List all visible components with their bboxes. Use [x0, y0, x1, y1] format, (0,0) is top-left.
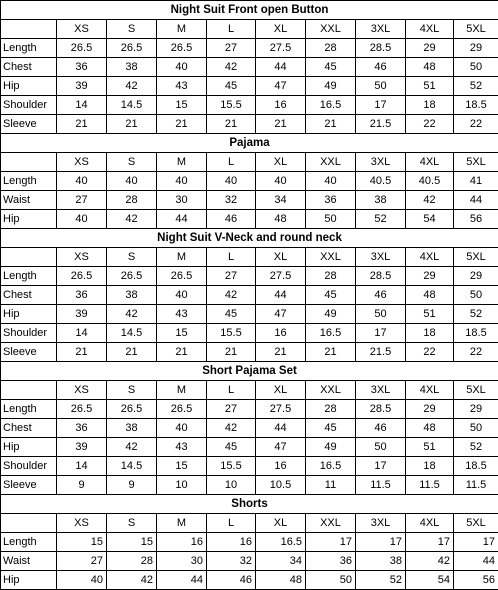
measurement-cell: 49 [306, 305, 356, 324]
section-3-size-header: M [157, 381, 207, 400]
measurement-cell: 16 [157, 533, 207, 552]
section-1-header-row [1, 153, 498, 172]
section-2-title: Night Suit V-Neck and round neck [1, 229, 498, 248]
measurement-cell: 43 [157, 77, 207, 96]
measurement-cell: 52 [356, 210, 406, 229]
measurement-cell: 15 [157, 96, 207, 115]
measurement-cell: 26.5 [57, 39, 107, 58]
measurement-cell: 44 [157, 571, 207, 590]
section-0-size-header: XXL [306, 20, 356, 39]
section-4-size-header: 4XL [406, 514, 454, 533]
measurement-cell: 18.5 [454, 324, 498, 343]
measurement-cell: 43 [157, 305, 207, 324]
measurement-cell: 56 [454, 571, 498, 590]
measurement-cell: 45 [306, 419, 356, 438]
measurement-cell: 16 [256, 457, 306, 476]
measurement-cell: 36 [57, 419, 107, 438]
section-1-title: Pajama [1, 134, 498, 153]
measurement-cell: 42 [207, 286, 256, 305]
section-2-header-row [1, 248, 498, 267]
measurement-cell: 28.5 [356, 267, 406, 286]
measurement-cell: 21 [256, 343, 306, 362]
section-3-header-row [1, 381, 498, 400]
measurement-cell: 42 [406, 552, 454, 571]
measurement-cell: 38 [356, 552, 406, 571]
table-row [1, 476, 498, 495]
measurement-cell: 17 [356, 457, 406, 476]
measurement-cell: 28 [107, 552, 157, 571]
measurement-cell: 44 [256, 286, 306, 305]
measurement-cell: 51 [406, 438, 454, 457]
measurement-cell: 38 [107, 58, 157, 77]
measurement-cell: 38 [107, 419, 157, 438]
measurement-cell: 14 [57, 96, 107, 115]
measurement-cell: 28 [107, 191, 157, 210]
measurement-cell: 16 [256, 96, 306, 115]
measurement-cell: 40.5 [406, 172, 454, 191]
table-row [1, 419, 498, 438]
measurement-cell: 15 [157, 457, 207, 476]
measurement-cell: 44 [454, 191, 498, 210]
measurement-cell: 34 [256, 191, 306, 210]
section-1-size-header: XXL [306, 153, 356, 172]
measurement-cell: 18.5 [454, 457, 498, 476]
table-row [1, 172, 498, 191]
section-0-size-header: S [107, 20, 157, 39]
row-label: Chest [1, 286, 57, 305]
measurement-cell: 40 [157, 419, 207, 438]
section-4-size-header: L [207, 514, 256, 533]
measurement-cell: 39 [57, 438, 107, 457]
measurement-cell: 15.5 [207, 457, 256, 476]
section-2-size-header: XL [256, 248, 306, 267]
section-1-size-header: S [107, 153, 157, 172]
row-label: Length [1, 400, 57, 419]
table-row [1, 324, 498, 343]
section-4-size-header: XS [57, 514, 107, 533]
measurement-cell: 15 [107, 533, 157, 552]
measurement-cell: 28 [306, 39, 356, 58]
measurement-cell: 47 [256, 305, 306, 324]
measurement-cell: 26.5 [107, 39, 157, 58]
measurement-cell: 44 [256, 58, 306, 77]
measurement-cell: 48 [406, 58, 454, 77]
measurement-cell: 40 [157, 286, 207, 305]
measurement-cell: 45 [207, 77, 256, 96]
measurement-cell: 46 [356, 58, 406, 77]
table-row [1, 96, 498, 115]
row-label: Sleeve [1, 115, 57, 134]
section-4-size-header: XXL [306, 514, 356, 533]
measurement-cell: 40 [57, 571, 107, 590]
measurement-cell: 29 [454, 267, 498, 286]
measurement-cell: 28 [306, 267, 356, 286]
measurement-cell: 29 [406, 39, 454, 58]
section-2-size-header: XXL [306, 248, 356, 267]
section-2-size-header: M [157, 248, 207, 267]
section-0-header-corner [1, 20, 57, 39]
section-1-size-header: XS [57, 153, 107, 172]
measurement-cell: 15 [57, 533, 107, 552]
measurement-cell: 42 [107, 305, 157, 324]
table-row [1, 58, 498, 77]
measurement-cell: 11.5 [356, 476, 406, 495]
measurement-cell: 21 [157, 115, 207, 134]
section-3-size-header: S [107, 381, 157, 400]
measurement-cell: 40 [207, 172, 256, 191]
measurement-cell: 42 [207, 58, 256, 77]
row-label: Hip [1, 571, 57, 590]
measurement-cell: 30 [157, 191, 207, 210]
measurement-cell: 50 [356, 438, 406, 457]
measurement-cell: 36 [57, 58, 107, 77]
section-4-header-corner [1, 514, 57, 533]
measurement-cell: 40 [157, 58, 207, 77]
measurement-cell: 50 [454, 58, 498, 77]
measurement-cell: 26.5 [107, 400, 157, 419]
measurement-cell: 21 [207, 115, 256, 134]
measurement-cell: 15.5 [207, 324, 256, 343]
measurement-cell: 48 [406, 419, 454, 438]
size-chart-body [1, 1, 498, 590]
measurement-cell: 52 [454, 438, 498, 457]
row-label: Waist [1, 552, 57, 571]
measurement-cell: 21 [207, 343, 256, 362]
measurement-cell: 28.5 [356, 39, 406, 58]
measurement-cell: 9 [57, 476, 107, 495]
measurement-cell: 10.5 [256, 476, 306, 495]
measurement-cell: 45 [207, 438, 256, 457]
section-4-title-row [1, 495, 498, 514]
section-1-size-header: M [157, 153, 207, 172]
measurement-cell: 26.5 [157, 400, 207, 419]
measurement-cell: 38 [107, 286, 157, 305]
table-row [1, 438, 498, 457]
measurement-cell: 14.5 [107, 457, 157, 476]
measurement-cell: 50 [306, 210, 356, 229]
measurement-cell: 28.5 [356, 400, 406, 419]
measurement-cell: 17 [356, 533, 406, 552]
table-row [1, 533, 498, 552]
measurement-cell: 32 [207, 191, 256, 210]
measurement-cell: 32 [207, 552, 256, 571]
table-row [1, 210, 498, 229]
section-0-size-header: L [207, 20, 256, 39]
table-row [1, 39, 498, 58]
section-3-header-corner [1, 381, 57, 400]
measurement-cell: 27 [207, 400, 256, 419]
measurement-cell: 27 [57, 191, 107, 210]
measurement-cell: 27 [207, 39, 256, 58]
measurement-cell: 27.5 [256, 39, 306, 58]
section-0-header-row [1, 20, 498, 39]
measurement-cell: 9 [107, 476, 157, 495]
row-label: Length [1, 267, 57, 286]
section-2-header-corner [1, 248, 57, 267]
table-row [1, 286, 498, 305]
measurement-cell: 42 [107, 438, 157, 457]
measurement-cell: 22 [406, 115, 454, 134]
measurement-cell: 26.5 [107, 267, 157, 286]
measurement-cell: 50 [454, 286, 498, 305]
section-4-size-header: M [157, 514, 207, 533]
section-0-size-header: 3XL [356, 20, 406, 39]
measurement-cell: 16 [207, 533, 256, 552]
measurement-cell: 22 [406, 343, 454, 362]
measurement-cell: 50 [356, 305, 406, 324]
measurement-cell: 39 [57, 305, 107, 324]
measurement-cell: 26.5 [157, 39, 207, 58]
measurement-cell: 50 [306, 571, 356, 590]
measurement-cell: 40 [57, 172, 107, 191]
section-0-title: Night Suit Front open Button [1, 1, 498, 20]
measurement-cell: 49 [306, 77, 356, 96]
measurement-cell: 49 [306, 438, 356, 457]
measurement-cell: 50 [454, 419, 498, 438]
measurement-cell: 17 [356, 324, 406, 343]
measurement-cell: 21 [157, 343, 207, 362]
measurement-cell: 36 [57, 286, 107, 305]
section-3-title-row [1, 362, 498, 381]
measurement-cell: 42 [107, 77, 157, 96]
measurement-cell: 27 [207, 267, 256, 286]
row-label: Chest [1, 58, 57, 77]
measurement-cell: 46 [356, 286, 406, 305]
measurement-cell: 52 [454, 305, 498, 324]
measurement-cell: 45 [306, 286, 356, 305]
section-2-size-header: L [207, 248, 256, 267]
measurement-cell: 42 [107, 210, 157, 229]
table-row [1, 400, 498, 419]
section-4-size-header: 3XL [356, 514, 406, 533]
measurement-cell: 29 [454, 400, 498, 419]
measurement-cell: 40 [256, 172, 306, 191]
section-3-size-header: 4XL [406, 381, 454, 400]
row-label: Hip [1, 305, 57, 324]
measurement-cell: 40.5 [356, 172, 406, 191]
measurement-cell: 17 [406, 533, 454, 552]
row-label: Shoulder [1, 96, 57, 115]
measurement-cell: 36 [306, 191, 356, 210]
measurement-cell: 42 [207, 419, 256, 438]
section-3-size-header: XL [256, 381, 306, 400]
measurement-cell: 43 [157, 438, 207, 457]
measurement-cell: 44 [256, 419, 306, 438]
row-label: Length [1, 39, 57, 58]
measurement-cell: 17 [356, 96, 406, 115]
table-row [1, 115, 498, 134]
table-row [1, 267, 498, 286]
measurement-cell: 51 [406, 305, 454, 324]
measurement-cell: 10 [207, 476, 256, 495]
measurement-cell: 38 [356, 191, 406, 210]
section-1-size-header: 3XL [356, 153, 406, 172]
measurement-cell: 27.5 [256, 267, 306, 286]
measurement-cell: 50 [356, 77, 406, 96]
measurement-cell: 21 [107, 115, 157, 134]
measurement-cell: 47 [256, 438, 306, 457]
measurement-cell: 27.5 [256, 400, 306, 419]
measurement-cell: 11.5 [406, 476, 454, 495]
measurement-cell: 18.5 [454, 96, 498, 115]
measurement-cell: 18 [406, 324, 454, 343]
section-2-title-row [1, 229, 498, 248]
measurement-cell: 28 [306, 400, 356, 419]
table-row [1, 305, 498, 324]
measurement-cell: 42 [107, 571, 157, 590]
measurement-cell: 47 [256, 77, 306, 96]
row-label: Hip [1, 438, 57, 457]
row-label: Length [1, 172, 57, 191]
section-4-header-row [1, 514, 498, 533]
section-3-title: Short Pajama Set [1, 362, 498, 381]
measurement-cell: 40 [107, 172, 157, 191]
measurement-cell: 26.5 [57, 267, 107, 286]
section-2-size-header: 5XL [454, 248, 498, 267]
measurement-cell: 54 [406, 210, 454, 229]
measurement-cell: 14 [57, 457, 107, 476]
row-label: Hip [1, 210, 57, 229]
measurement-cell: 21 [306, 115, 356, 134]
section-2-size-header: 3XL [356, 248, 406, 267]
row-label: Shoulder [1, 324, 57, 343]
section-2-size-header: 4XL [406, 248, 454, 267]
measurement-cell: 48 [406, 286, 454, 305]
row-label: Hip [1, 77, 57, 96]
section-4-size-header: S [107, 514, 157, 533]
measurement-cell: 21.5 [356, 343, 406, 362]
measurement-cell: 21 [256, 115, 306, 134]
measurement-cell: 36 [306, 552, 356, 571]
measurement-cell: 16 [256, 324, 306, 343]
section-4-title: Shorts [1, 495, 498, 514]
measurement-cell: 15.5 [207, 96, 256, 115]
measurement-cell: 40 [57, 210, 107, 229]
measurement-cell: 21 [57, 115, 107, 134]
row-label: Shoulder [1, 457, 57, 476]
measurement-cell: 15 [157, 324, 207, 343]
section-2-size-header: XS [57, 248, 107, 267]
measurement-cell: 30 [157, 552, 207, 571]
section-1-title-row [1, 134, 498, 153]
measurement-cell: 44 [157, 210, 207, 229]
measurement-cell: 27 [57, 552, 107, 571]
section-3-size-header: XS [57, 381, 107, 400]
row-label: Chest [1, 419, 57, 438]
measurement-cell: 18 [406, 96, 454, 115]
measurement-cell: 44 [454, 552, 498, 571]
row-label: Waist [1, 191, 57, 210]
measurement-cell: 16.5 [306, 324, 356, 343]
measurement-cell: 16.5 [256, 533, 306, 552]
section-1-header-corner [1, 153, 57, 172]
measurement-cell: 16.5 [306, 96, 356, 115]
measurement-cell: 10 [157, 476, 207, 495]
section-2-size-header: S [107, 248, 157, 267]
section-3-size-header: 5XL [454, 381, 498, 400]
measurement-cell: 39 [57, 77, 107, 96]
measurement-cell: 22 [454, 343, 498, 362]
measurement-cell: 46 [207, 210, 256, 229]
measurement-cell: 40 [157, 172, 207, 191]
measurement-cell: 22 [454, 115, 498, 134]
section-0-size-header: M [157, 20, 207, 39]
table-row [1, 552, 498, 571]
row-label: Sleeve [1, 476, 57, 495]
table-row [1, 191, 498, 210]
table-row [1, 571, 498, 590]
row-label: Length [1, 533, 57, 552]
section-3-size-header: XXL [306, 381, 356, 400]
section-3-size-header: L [207, 381, 256, 400]
measurement-cell: 40 [306, 172, 356, 191]
measurement-cell: 56 [454, 210, 498, 229]
measurement-cell: 11.5 [454, 476, 498, 495]
measurement-cell: 51 [406, 77, 454, 96]
section-3-size-header: 3XL [356, 381, 406, 400]
measurement-cell: 46 [207, 571, 256, 590]
section-0-size-header: XS [57, 20, 107, 39]
measurement-cell: 42 [406, 191, 454, 210]
table-row [1, 77, 498, 96]
measurement-cell: 52 [454, 77, 498, 96]
measurement-cell: 21 [306, 343, 356, 362]
measurement-cell: 14.5 [107, 324, 157, 343]
section-1-size-header: 4XL [406, 153, 454, 172]
measurement-cell: 46 [356, 419, 406, 438]
section-1-size-header: 5XL [454, 153, 498, 172]
measurement-cell: 29 [454, 39, 498, 58]
measurement-cell: 11 [306, 476, 356, 495]
section-0-title-row [1, 1, 498, 20]
section-4-size-header: XL [256, 514, 306, 533]
measurement-cell: 14.5 [107, 96, 157, 115]
measurement-cell: 26.5 [57, 400, 107, 419]
measurement-cell: 52 [356, 571, 406, 590]
measurement-cell: 48 [256, 571, 306, 590]
measurement-cell: 16.5 [306, 457, 356, 476]
section-4-size-header: 5XL [454, 514, 498, 533]
section-1-size-header: L [207, 153, 256, 172]
measurement-cell: 45 [207, 305, 256, 324]
section-0-size-header: 4XL [406, 20, 454, 39]
measurement-cell: 14 [57, 324, 107, 343]
section-0-size-header: XL [256, 20, 306, 39]
measurement-cell: 45 [306, 58, 356, 77]
section-0-size-header: 5XL [454, 20, 498, 39]
measurement-cell: 48 [256, 210, 306, 229]
measurement-cell: 34 [256, 552, 306, 571]
table-row [1, 343, 498, 362]
measurement-cell: 21 [57, 343, 107, 362]
measurement-cell: 21 [107, 343, 157, 362]
table-row [1, 457, 498, 476]
measurement-cell: 21.5 [356, 115, 406, 134]
measurement-cell: 41 [454, 172, 498, 191]
measurement-cell: 54 [406, 571, 454, 590]
measurement-cell: 18 [406, 457, 454, 476]
measurement-cell: 29 [406, 267, 454, 286]
section-1-size-header: XL [256, 153, 306, 172]
measurement-cell: 17 [306, 533, 356, 552]
measurement-cell: 17 [454, 533, 498, 552]
measurement-cell: 29 [406, 400, 454, 419]
measurement-cell: 26.5 [157, 267, 207, 286]
row-label: Sleeve [1, 343, 57, 362]
